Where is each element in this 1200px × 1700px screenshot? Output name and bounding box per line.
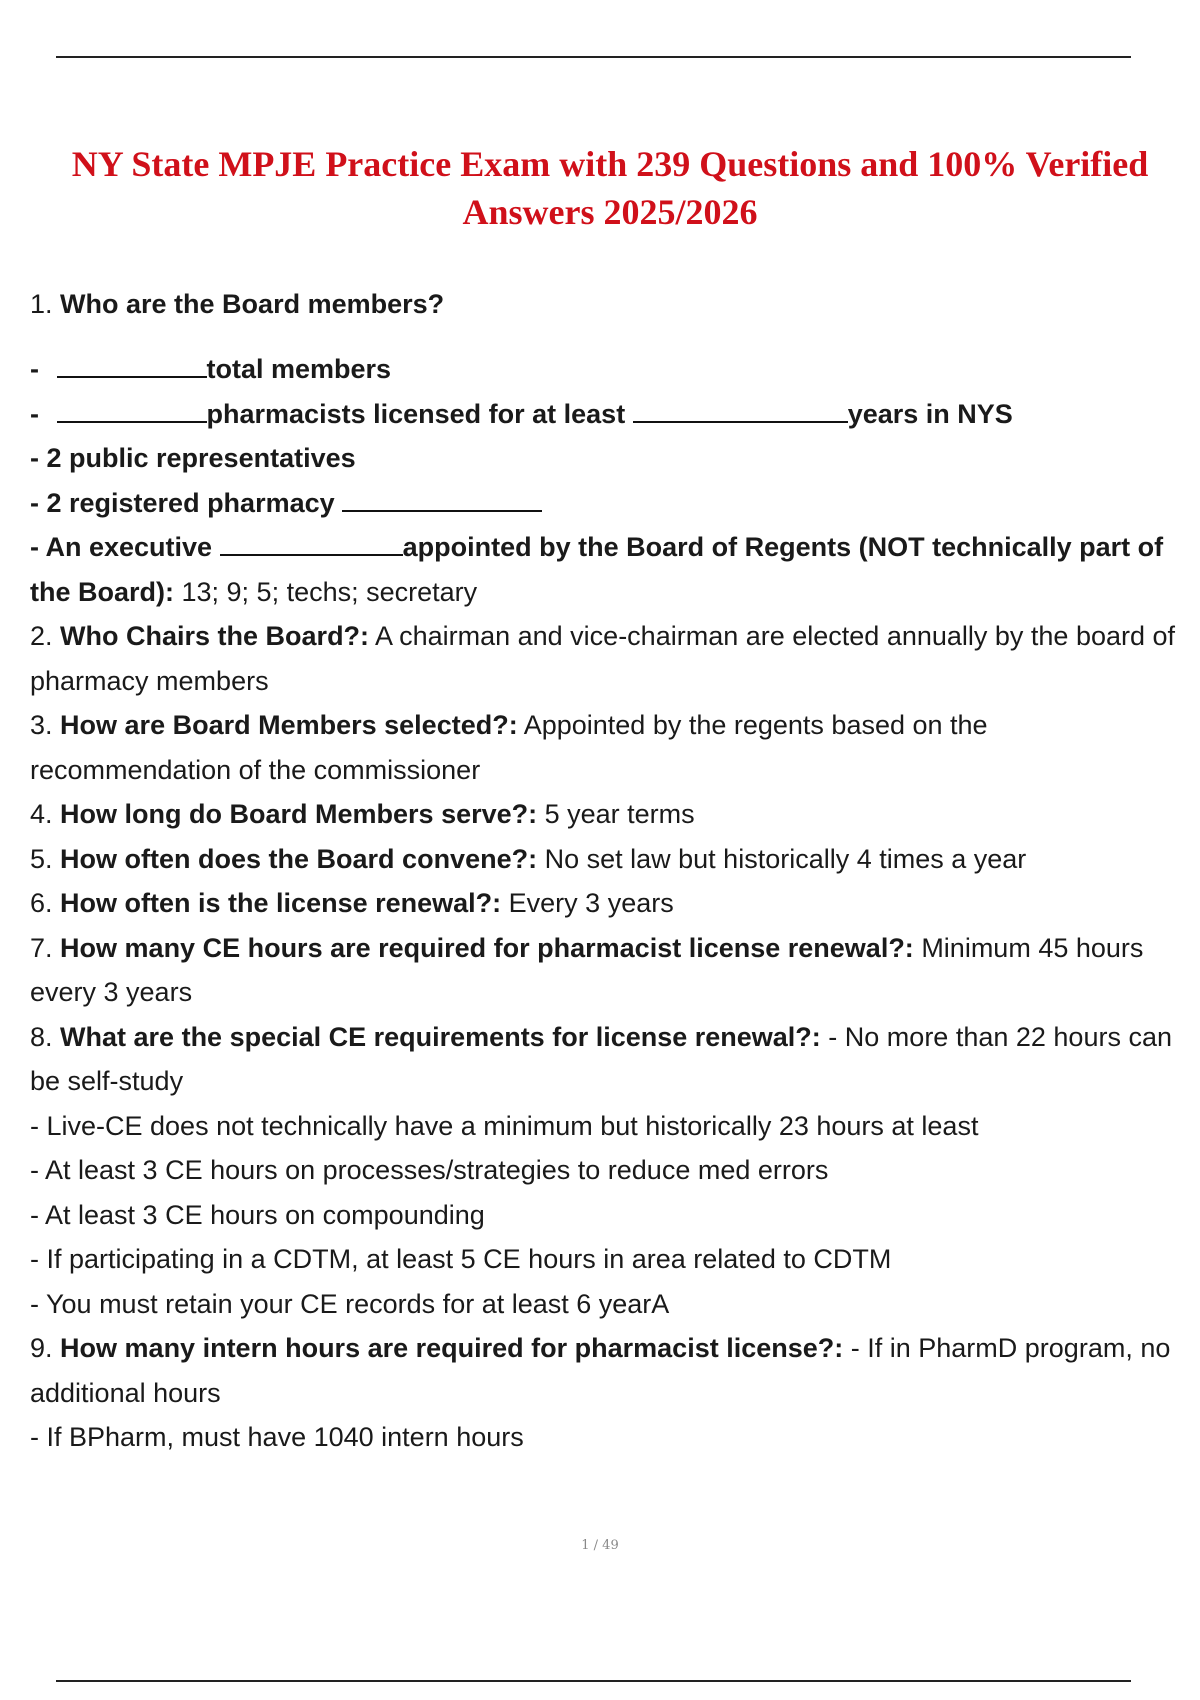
document-title	[40, 140, 1180, 236]
question-text: How many intern hours are required for pharmacist license?:	[60, 1333, 844, 1363]
question-number: 1.	[30, 289, 53, 319]
q1-answer-line: the Board): 13; 9; 5; techs; secretary	[30, 576, 478, 607]
fill-blank	[342, 488, 542, 512]
q8-bullet: - At least 3 CE hours on processes/strategies to reduce med errors	[30, 1155, 829, 1185]
question-1	[30, 286, 1190, 322]
fill-blank	[220, 532, 403, 556]
q8-bullet: - Live-CE does not technically have a minimum but historically 23 hours at least	[30, 1110, 979, 1141]
q8-bullet: - If participating in a CDTM, at least 5 CE hours in area related to CDTM	[30, 1244, 892, 1274]
question-text: How long do Board Members serve?:	[60, 799, 538, 829]
top-rule	[56, 56, 1131, 58]
document-body	[30, 286, 1190, 1460]
question-5: 5. How often does the Board convene?: No set law but historically 4 times a year	[30, 843, 1027, 874]
q1-line-pharmacy: - 2 registered pharmacy	[30, 481, 1190, 526]
answer-text: A chairman and vice-chairman are elected annually by the board of pharmacy members	[30, 621, 1176, 696]
page-indicator: 1 / 49	[581, 1538, 619, 1553]
question-2: 2. Who Chairs the Board?: A chairman and vice-chairman are elected annually by the board of pharmacy members	[30, 621, 1176, 696]
question-text: Who are the Board members?	[60, 289, 445, 319]
q1-line-pharmacists: - pharmacists licensed for at least years in NYS	[30, 398, 1013, 429]
title-line-1: NY State MPJE Practice Exam with 239 Questions and 100% Verified	[71, 144, 1149, 184]
question-8: 8. What are the special CE requirements for license renewal?: - No more than 22 hours can be self-study	[30, 1021, 1172, 1096]
question-6: 6. How often is the license renewal?: Every 3 years	[30, 888, 674, 918]
bottom-rule	[56, 1680, 1131, 1682]
question-text: Who Chairs the Board?:	[60, 621, 370, 651]
title-line-2: Answers 2025/2026	[462, 192, 758, 232]
q1-line-total-members: - total members	[30, 354, 392, 384]
answer-text: - If in PharmD program, no additional hours	[30, 1333, 1171, 1408]
q1-line-executive: - An executive appointed by the Board of Regents (NOT technically part of	[30, 532, 1164, 562]
question-text: What are the special CE requirements for license renewal?:	[60, 1021, 821, 1052]
question-3: 3. How are Board Members selected?: Appointed by the regents based on the recommendation of the commissioner	[30, 710, 988, 785]
q8-bullet: - At least 3 CE hours on compounding	[30, 1199, 485, 1230]
answer-text: - No more than 22 hours can be self-study	[30, 1021, 1172, 1096]
q9-bullet: - If BPharm, must have 1040 intern hours	[30, 1422, 524, 1452]
fill-blank	[57, 354, 207, 378]
answer-text: 5 year terms	[537, 799, 695, 829]
q1-line-public-reps: - 2 public representatives	[30, 443, 356, 473]
answer-text: Every 3 years	[501, 888, 674, 918]
question-4: 4. How long do Board Members serve?: 5 year terms	[30, 799, 695, 829]
question-7: 7. How many CE hours are required for pharmacist license renewal?: Minimum 45 hours every 3 years	[30, 932, 1144, 1007]
fill-blank	[633, 399, 848, 423]
question-text: How often is the license renewal?:	[60, 888, 502, 918]
answer-text: Appointed by the regents based on the recommendation of the commissioner	[30, 710, 988, 785]
answer-text: 13; 9; 5; techs; secretary	[174, 576, 478, 607]
question-9: 9. How many intern hours are required for pharmacist license?: - If in PharmD program, no additional hours	[30, 1333, 1171, 1408]
answer-text: Minimum 45 hours every 3 years	[30, 932, 1144, 1007]
answer-text: No set law but historically 4 times a year	[537, 843, 1027, 874]
question-text: How are Board Members selected?:	[60, 710, 518, 740]
fill-blank	[57, 399, 207, 423]
q8-bullet: - You must retain your CE records for at least 6 yearA	[30, 1288, 670, 1319]
question-text: How many CE hours are required for pharmacist license renewal?:	[60, 932, 914, 963]
question-text: How often does the Board convene?:	[60, 843, 538, 874]
